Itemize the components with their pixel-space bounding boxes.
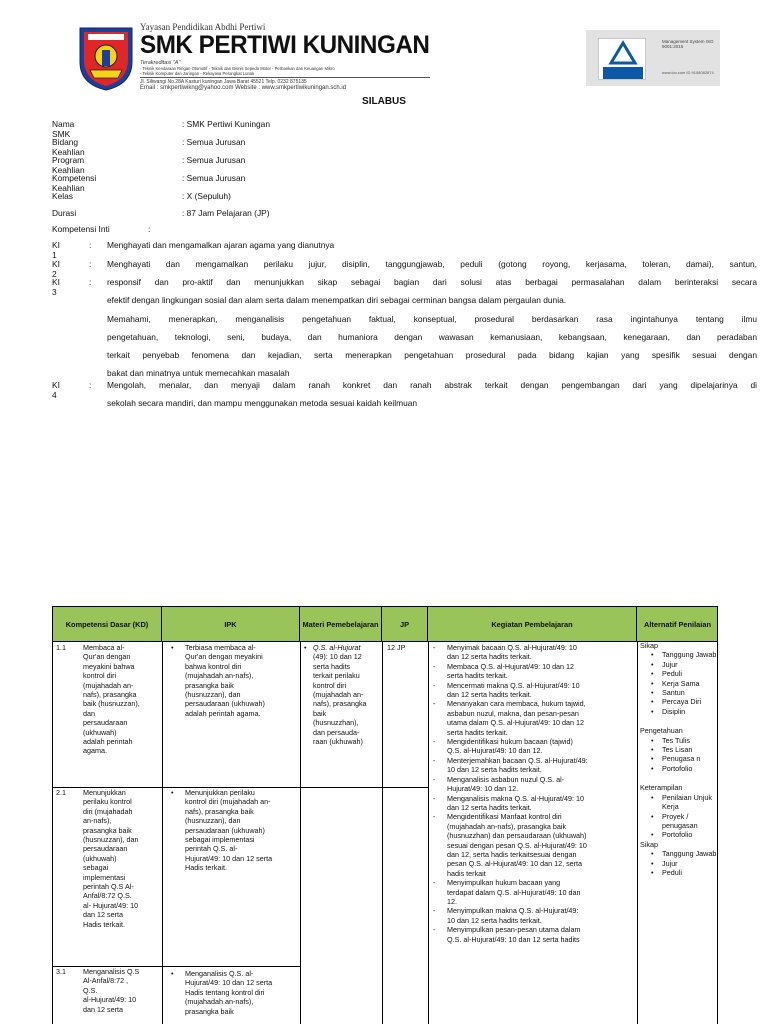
header-alternatif: Alternatif Penilaian [644, 620, 711, 629]
info-label: Program Keahlian [52, 154, 85, 175]
list-item [433, 756, 638, 775]
kd-line: (mujahadah an- [83, 680, 134, 690]
ipk-line: prasangka baik [185, 680, 234, 690]
list-item: • Jujur [640, 859, 718, 868]
materi-cell [313, 643, 377, 746]
ipk-line: Terbiasa membaca al- [185, 643, 256, 652]
ki-number: KI 4 [52, 380, 60, 400]
list-item [433, 812, 638, 878]
syllabus-table [52, 606, 718, 1024]
kegiatan-line: Q.S. al-Hujurat/49: 10 dan 12 serta hadits [447, 934, 580, 944]
spacer [640, 716, 718, 726]
ki-separator: : [89, 380, 92, 390]
iso-certificate-badge [586, 30, 720, 86]
kegiatan-line: terdapat dalam Q.S. al-Hujurat/49: 10 dan [447, 887, 581, 897]
ki-text [107, 236, 757, 254]
info-label: Kelas [52, 190, 73, 201]
kd-line: (ukhuwah) [83, 853, 117, 863]
ipk-line: sebagai implementasi [185, 835, 255, 845]
assessment-group-heading: Keterampilan [640, 783, 683, 793]
list-item: • Santun [640, 688, 718, 697]
materi-line: baik [313, 708, 327, 718]
list-item: • Percaya Diri [640, 697, 718, 706]
assessment-list [640, 736, 718, 774]
kegiatan-line: dan 12 serta hadits terkait. [447, 652, 532, 662]
school-address: Jl. Siliwangi No.28A Kasturi kuningan Jawa Barat 45521 Telp. 0232 875135 [140, 79, 307, 85]
kd-line: dan 12 serta [83, 910, 123, 920]
kd-line: meyakini bahwa [83, 661, 135, 671]
kegiatan-line: 10 dan 12 serta hadits terkait. [447, 915, 542, 925]
kd-line: (husnuzzan), dan [83, 835, 139, 845]
kd-text [83, 788, 157, 929]
list-item [433, 681, 638, 700]
list-item: • Tanggung Jawab [640, 849, 718, 858]
kd-line: persaudaraan [83, 844, 128, 854]
kegiatan-line: - Menyimak bacaan Q.S. al-Hujurat/49: 10 [447, 643, 577, 652]
kd-line: Hadis terkait. [83, 919, 125, 929]
jp-cell: 12 JP [387, 643, 406, 652]
bullet-icon: • [171, 969, 174, 978]
kd-line: Menunjukkan [83, 788, 126, 797]
kegiatan-line: dan 12 serta hadits terkait. [447, 802, 532, 812]
header-divider [140, 77, 430, 78]
bullet-icon: • [171, 643, 174, 652]
kd-line: prasangka baik [83, 825, 132, 835]
ki-separator: : [89, 240, 92, 250]
programs-line-1: - Teknik Kendaraan Ringan Otomotif - Teknik dan Bisnis Sepeda Motor - Perbankan dan Keuangan Mikro [140, 66, 335, 71]
kegiatan-line: sesuai dengan pesan Q.S. al-Hujurat/49: 10 [447, 840, 587, 850]
kd-line: dan [83, 708, 95, 718]
ipk-line: (mujahadah an-nafs), [185, 997, 254, 1007]
kegiatan-line: (husnuzzhan) dan persaudaraan (ukhuwah) [447, 831, 587, 841]
ki-line: pengetahuan, teknologi, seni, budaya, dan humaniora dengan wawasan kemanusiaan, kebangsaan, kenegaraan, dan peradaban [107, 331, 757, 342]
kd-line: Qur'an dengan [83, 652, 131, 662]
list-item: • Portofolio [640, 830, 718, 839]
kd-line: kontrol diri [83, 671, 117, 681]
page-title: SILABUS [362, 96, 406, 107]
materi-line: kontrol diri [313, 680, 347, 690]
kd-number: 3.1 [56, 967, 66, 976]
ipk-line: (husnuzzan), dan [185, 816, 241, 826]
kd-line: Anfal/8:72 Q.S. [83, 891, 132, 901]
ki-line: Mengolah, menalar, dan menyaji dalam ranah konkret dan ranah abstrak terkait dengan pengembangan dari yang dipelajarinya di [107, 380, 757, 390]
info-value: : SMK Pertiwi Kuningan [182, 119, 270, 129]
ipk-line: perintah Q.S. al- [185, 844, 238, 854]
kd-line: dan 12 serta [83, 1004, 123, 1014]
kegiatan-line: - Menganalisis makna Q.S. al-Hujurat/49: 10 [447, 793, 585, 803]
ki-number: KI 2 [52, 259, 60, 279]
kd-line: Q.S. [83, 985, 98, 995]
ipk-line: adalah perintah agama. [185, 708, 261, 718]
school-name: SMK PERTIWI KUNINGAN [140, 31, 430, 59]
list-item [433, 643, 638, 662]
ki-heading: Kompetensi Inti [52, 224, 110, 234]
ipk-line: Menunjukkan perilaku [185, 788, 255, 797]
foundation-name: Yayasan Pendidikan Abdhi Pertiwi [140, 22, 266, 32]
assessment-group-heading: Pengetahuan [640, 726, 683, 736]
assessment-group-heading: Sikap [640, 641, 658, 650]
ipk-line: Hadis tentang kontrol diri [185, 987, 265, 997]
kegiatan-line: hadis terkait [447, 868, 486, 878]
header-materi: Materi Pemebelajaran [300, 607, 382, 642]
kd-line: an-nafs), [83, 816, 112, 826]
kegiatan-line: 12. [447, 896, 457, 906]
ipk-cell [185, 643, 299, 718]
materi-line: (49): 10 dan 12 [313, 652, 362, 662]
accreditation: Terakreditasi "A" [140, 60, 181, 66]
ki-line: Menghayati dan mengamalkan ajaran agama yang dianutnya [107, 240, 335, 250]
programs-line-2: - Teknik Komputer dan Jaringan - Rekayasa Perangkat Lunak [140, 71, 255, 76]
kegiatan-line: pesan Q.S. al-Hujurat/49: 10 dan 12, serta [447, 859, 583, 869]
school-contact: Email : smkpertiwikng@yahoo.com Website : www.smkpertiwikuningan.sch.id [140, 85, 347, 91]
col-divider [382, 642, 383, 1024]
info-value: : Semua Jurusan [182, 154, 246, 165]
bullet-icon: • [304, 643, 307, 652]
kd-text [83, 643, 157, 756]
kegiatan-line: - Mengidentifikasi hukum bacaan (tajwid) [447, 737, 573, 747]
list-item: • Kerja Sama [640, 679, 718, 688]
ki-text [107, 273, 757, 383]
kd-line: adalah perintah [83, 737, 133, 747]
kd-line: Membaca al- [83, 643, 125, 652]
kd-text [83, 967, 157, 1014]
letterhead [74, 22, 434, 92]
ipk-line: Menganalisis Q.S. al- [185, 969, 254, 978]
list-item [433, 878, 638, 906]
materi-line: nafs), prasangka [313, 699, 367, 709]
kegiatan-line: - Menyimpulkan hukum bacaan yang [447, 878, 561, 888]
header-kegiatan: Kegiatan Pembelajaran [428, 607, 637, 642]
kd-line: sebagai [83, 863, 109, 873]
kd-line: diri (mujahadah [83, 806, 133, 816]
kd-line: (ukhuwah) [83, 727, 117, 737]
kegiatan-line: utama dalam Q.S. al-Hujurat/49: 10 dan 12 [447, 718, 585, 728]
kd-line: perilaku kontrol [83, 797, 132, 807]
row-divider [300, 787, 429, 788]
kd-number: 1.1 [56, 643, 66, 652]
ipk-cell [185, 788, 299, 873]
cert-management-system: Management System ISO 9001:2015 [662, 39, 714, 49]
list-item [433, 906, 638, 925]
list-item: • Proyek / penugasan [640, 812, 718, 831]
ki-line: sekolah secara mandiri, dan mampu menggunakan metoda sesuai kaidah keilmuan [107, 398, 418, 409]
materi-line: dan persauda- [313, 727, 360, 737]
ipk-line: persaudaraan (ukhuwah) [185, 699, 265, 709]
kegiatan-line: Hujurat/49: 10 dan 12. [447, 784, 519, 794]
materi-line: terkait perilaku [313, 671, 360, 681]
ipk-line: nafs), prasangka baik [185, 806, 254, 816]
list-item [433, 794, 638, 813]
table-header [53, 607, 717, 642]
ki-number: KI 3 [52, 277, 60, 297]
ipk-line: Hujurat/49: 10 dan 12 serta [185, 978, 273, 988]
ki-line: responsif dan pro-aktif dan menunjukkan sikap sebagai bagian dari solusi atas berbagai permasalahan dalam berinteraksi secara [107, 277, 757, 287]
ipk-line: (husnuzzan), dan [185, 690, 241, 700]
header-kd: Kompetensi Dasar (KD) [53, 607, 162, 642]
list-item [433, 775, 638, 794]
materi-line: (mujahadah an- [313, 690, 364, 700]
spacer [640, 773, 718, 783]
header-jp: JP [382, 607, 428, 642]
kd-line: perintah Q.S Al- [83, 882, 134, 892]
kegiatan-line: dan 12 serta hadits terkait. [447, 690, 532, 700]
header-ipk: IPK [162, 607, 300, 642]
ki-line: bakat dan minatnya untuk memecahkan masalah [107, 368, 290, 379]
list-item [433, 662, 638, 681]
list-item: • Penilaian Unjuk Kerja [640, 793, 718, 812]
ipk-cell [185, 969, 299, 1016]
info-value: : Semua Jurusan [182, 136, 246, 147]
ipk-line: Hujurat/49: 10 dan 12 serta [185, 853, 273, 863]
ki-text [107, 376, 757, 413]
kegiatan-line: Q.S. al-Hujurat/49: 10 dan 12. [447, 746, 543, 756]
assessment-list [640, 793, 718, 840]
ki-line: Menghayati dan mengamalkan perilaku jujur, disiplin, tanggungjawab, peduli (gotong royong, kerjasama, toleran, damai), santun, [107, 259, 757, 269]
ki-number: KI 1 [52, 240, 60, 260]
list-item: • Tanggung Jawab [640, 650, 718, 659]
kegiatan-line: - Membaca Q.S. al-Hujurat/49: 10 dan 12 [447, 661, 575, 671]
list-item: • Peduli [640, 868, 718, 877]
kegiatan-line: - Menanyakan cara membaca, hukum tajwid, [447, 699, 586, 709]
ipk-line: prasangka baik [185, 1006, 234, 1016]
kegiatan-line: - Menyimpulkan makna Q.S. al-Hujurat/49: [447, 906, 579, 916]
list-item: • Jujur [640, 660, 718, 669]
kd-line: al- Hujurat/49: 10 [83, 900, 139, 910]
ipk-line: persaudaraan (ukhuwah) [185, 825, 265, 835]
kegiatan-line: - Mengidentifikasi Manfaat kontrol diri [447, 812, 562, 822]
assessment-list [640, 650, 718, 716]
ki-separator: : [89, 277, 92, 287]
list-item: • Disiplin [640, 707, 718, 716]
ki-line: Memahami, menerapkan, menganalisis pengetahuan faktual, konseptual, prosedural berdasarkan rasa ingintahunya tentang ilmu [107, 313, 757, 324]
ipk-line: bahwa kontrol diri [185, 661, 242, 671]
info-value: : 87 Jam Pelajaran (JP) [182, 208, 270, 219]
kegiatan-line: (mujahadah an-nafs), prasangka baik [447, 821, 567, 831]
ki-separator: : [89, 259, 92, 269]
info-value: : X (Sepuluh) [182, 190, 231, 201]
ipk-line: (mujahadah an-nafs), [185, 671, 254, 681]
ki-line: efektif dengan lingkungan sosial dan alam serta dalam menempatkan diri sebagai cerminan bangsa dalam pergaulan dunia. [107, 295, 567, 306]
assessment-list [640, 849, 718, 877]
materi-line: raan (ukhuwah) [313, 737, 363, 747]
list-item: • Penugasa n [640, 754, 718, 763]
kd-line: persaudaraan [83, 718, 128, 728]
kegiatan-line: serta hadits terkait. [447, 671, 508, 681]
kegiatan-line: asbabun nuzul, makna, dan pesan-pesan [447, 708, 579, 718]
bullet-icon: • [171, 788, 174, 797]
kd-line: al-Hujurat/49: 10 [83, 995, 137, 1005]
list-item: • Tes Lisan [640, 745, 718, 754]
materi-line: (husnuzzhan), [313, 718, 359, 728]
kd-line: agama. [83, 746, 107, 756]
tuv-logo [598, 38, 646, 80]
ki-line: terkait penyebab fenomena dan kejadian, serta menerapkan pengetahuan prosedural pada bidang kajian yang spesifik sesuai dengan [107, 350, 757, 361]
kegiatan-line: - Menterjemahkan bacaan Q.S. al-Hujurat/49: [447, 755, 588, 765]
col-divider [428, 642, 429, 1024]
ipk-line: Qur'an dengan meyakini [185, 652, 263, 662]
kd-line: implementasi [83, 872, 126, 882]
info-label: Kompetensi Keahlian [52, 172, 97, 193]
cert-web: www.tuv.com ID 9108082874 [662, 70, 714, 75]
alternatif-cell [640, 641, 718, 877]
school-logo-icon [78, 26, 134, 92]
info-label: Durasi [52, 208, 77, 219]
list-item [433, 699, 638, 737]
info-label: Bidang Keahlian [52, 136, 85, 157]
list-item [433, 925, 638, 944]
materi-line: Q.S. al-Hujurat [313, 643, 361, 652]
info-label: Nama SMK [52, 119, 75, 139]
kegiatan-line: - Mencermati makna Q.S. al-Hujurat/49: 10 [447, 680, 580, 690]
kegiatan-cell [433, 643, 638, 944]
list-item: • Peduli [640, 669, 718, 678]
info-value: : Semua Jurusan [182, 172, 246, 183]
kd-line: nafs), prasangka [83, 690, 137, 700]
list-item: • Tes Tulis [640, 736, 718, 745]
materi-line: serta hadits [313, 661, 351, 671]
kegiatan-line: serta hadits terkait. [447, 727, 508, 737]
list-item: • Portofolio [640, 764, 718, 773]
list-item [433, 737, 638, 756]
ipk-line: Hadis terkait. [185, 863, 227, 873]
assessment-group-heading: Sikap [640, 839, 658, 849]
kegiatan-line: 10 dan 12 serta hadits terkait. [447, 765, 542, 775]
kegiatan-line: - Menyimpulkan pesan-pesan utama dalam [447, 925, 581, 935]
kegiatan-line: dan 12, serta hadis terkaitsesuai dengan [447, 849, 577, 859]
ki-text [107, 255, 757, 273]
kegiatan-line: - Menganalisis asbabun nuzul Q.S. al- [447, 774, 565, 784]
kd-line: baik (husnuzzan), [83, 699, 140, 709]
kd-number: 2.1 [56, 788, 66, 797]
ki-heading-colon: : [148, 224, 151, 234]
kd-line: Al-Anfal/8:72 , [83, 976, 129, 986]
tuv-triangle-icon [599, 39, 647, 81]
kd-line: Menganalisis Q.S [83, 967, 140, 976]
ipk-line: kontrol diri (mujahadah an- [185, 797, 271, 807]
